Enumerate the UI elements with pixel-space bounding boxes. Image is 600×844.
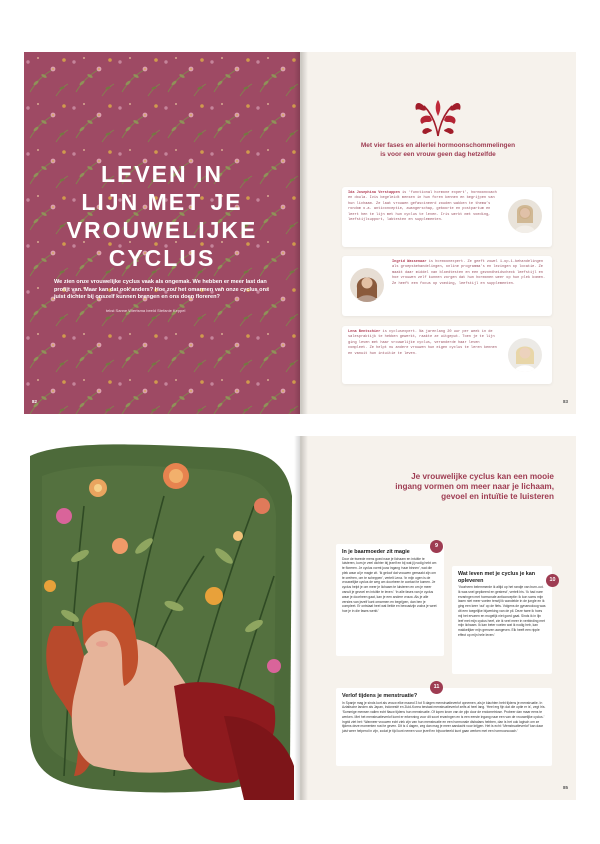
expert-photo	[508, 199, 542, 233]
box-title: In je baarmoeder zit magie	[342, 549, 410, 555]
page-number: 85	[562, 785, 568, 790]
expert-card	[342, 187, 552, 247]
article-title	[24, 160, 300, 272]
box-number-badge: 9	[430, 540, 443, 553]
section-heading: Met vier fases en allerlei hormoonschommelingen is voor een vrouw geen dag hetzelfde	[360, 142, 516, 158]
experts-page	[300, 52, 576, 414]
page-number: 83	[562, 399, 568, 404]
box-number-badge: 10	[546, 574, 559, 587]
box-body: Door de tweede mens goed naar je lichaam en intuïtie te luisteren, kom je veel dichter bij jezelf en bij wat jij nodig hebt om te floreren. Je cyclus vormt jouw ingang ‘naar binnen’, wat die plek waar al je magie zit. ‘Ik geloof dat vrouwen gemaakt zijn om te creëren, om te scheppen’, vertelt Lena. ‘In mijn ogen is de vrouwelijke cyclus de weg om doorheen te contact te komen. Je cyclus helpt je om meer je lichaam te luisteren en om je meer vanuit je gevoel en intuïtie te leven.’ ‘In alle fases van je cyclus waar je doorheen gaat, kan je een andere vrouw. Als je alle versies van jezelf kunt omarmen en begrijpen, dan ben je compleet. Er ontstaat heel wat liefde en bewustzijn zodra je weet hoe je in die fases werkt.’	[342, 556, 437, 614]
info-box-content	[452, 566, 552, 643]
expert-bio-block	[348, 191, 500, 223]
box-body: ‘Voorheen belemmerde ik altijd op het randje van burn-out. Ik was snel gepikeerd en gestrest’, vertelt Iris. ‘Ik had nare ervaringen met hormonale anticonceptie: ik kon soms mijn lasen niet meer voelen terwijl ik wandelde in de jungle en ik ging een keer ‘out’ op de fiets. Volgens de gynaecoloog was dit een toegelijke bijwerking van de pil. Deze twee ik hoes mij het ervaren en mogelijk niet goed gaat. Sinds ik in lijn leef met mijn cyclus heef, zie ik veel meer in verbinding met mijn lichaam. Ik kan beter voelen wat ik nodig heb, kan makkelijker mijn grenzen aangeven. Elk heeft een ripple effect op mijn hele leven.’	[458, 585, 546, 637]
expert-card	[342, 256, 552, 316]
intro-text: We zien onze vrouwelijke cyclus vaak als ongemak. We hebben er meer last dan profijt van. Maar kan dat ook anders? Hoe zou het omarmen van onze cyclus ons juist dichter bij onszelf kunnen brengen en ons doen floreren?	[54, 279, 270, 301]
info-box	[336, 544, 444, 656]
info-box-content	[336, 544, 444, 619]
expert-photo	[350, 268, 384, 302]
box-number-badge: 11	[430, 681, 443, 694]
expert-bio-block	[392, 260, 546, 287]
expert-name: Lena Bentschier	[348, 330, 381, 334]
page-number: 82	[32, 399, 38, 404]
box-body: In Spanje mag je sinds kort als vrouw elke maand 3 tot 5 dagen menstruatieverlof opnemen, als je klachten hebt tijdens je menstruatie. In Aziatische landen als Japan, Indonesië en Zuid-Korea bestaat menstruatieverlof zelfs al heel lang. ‘Heel erg fijn dat die optie er is’, zegt Iris. ‘Sommige mensen vallen echt flauw tijdens hun menstruatie. Of lopen krom van de pijn door de endometriose. Probeer dan maar eens te werken. Met het menstruatieverlof komt er erkenning voor dit soort ervaringen en is een eerste ingang naar een van de vrouwelijke cyclus.’ Ingrid ziet het: ‘Wanneer vrouwen echt ziek zijn van hun menstruatie en een hormonale disbalans hebben, dan is het ook logisch om ze tijdens deze momenten rust te geven. Dit is 4 dagen, zeg dan mag je meer aandacht voor krijgen. Het is echt: ‘Menstruatieverlof’ kan daar juist weer helpend in zijn, zodat je tijd kunt nemen voor jezelf en bijvoorbeeld kunt gaan werken met een hormooncoach.’	[342, 700, 546, 734]
cover-page	[24, 52, 300, 414]
title-line: CYCLUS	[108, 245, 216, 271]
magazine-spread-top	[24, 52, 576, 414]
expert-name: Ida Josephina Verstappen	[348, 191, 400, 195]
author-credit: tekst Sanne Wiertsma beeld Stefanie Keppel	[106, 308, 186, 313]
info-box-content	[336, 688, 552, 739]
expert-photo	[508, 338, 542, 372]
title-line: LEVEN IN	[100, 161, 224, 187]
expert-bio-block	[348, 330, 500, 357]
illustration-page	[24, 436, 300, 800]
expert-card	[342, 326, 552, 384]
box-title: Wat leven met je cyclus je kan opleveren	[458, 571, 536, 584]
expert-name: Ingrid Wassenaar	[392, 260, 427, 264]
red-leaves-illustration	[410, 94, 466, 138]
text-page	[300, 436, 576, 800]
magazine-spread-bottom	[24, 436, 576, 800]
expert-bio: is ‘functional hormone expert’, hormooncoach en doula. Ivis begeleidt mensen in hun foren kennen en begrijpen van hun lichaam. Ze laat vrouwen gefascineerd zouden wakken te thema’s rondom o.a. anticonceptie, zwangerschap, geboorte en postpartum en leert hen te lijn met hun cyclus te leven. Iris werkt met voeding, leefstijlsupport, labtesten en supplementen.	[348, 191, 497, 223]
expert-bio: is hormoonexpert. Ze geeft zowel 1-op-1-behandelingen als groepsbehandelingen, online programma’s en lezingen op locatie. Ze maakt daar middel van bloedtesten en een gezondheidscheck leefstijl en hoe vrouwen zelf kunnen zorgen dat hun hormonen weer op hun plek komen. Ze heeft een focus op voeding, leefstijl en supplementen.	[392, 260, 546, 286]
info-box	[336, 688, 552, 766]
info-box	[452, 566, 552, 674]
section-heading: Je vrouwelijke cyclus kan een mooie ingang vormen om meer naar je lichaam, gevoel en intuïtie te luisteren	[395, 472, 554, 502]
box-title: Verlof tijdens je menstruatie?	[342, 693, 418, 699]
expert-bio: is cyclusexpert. Na jarenlang 20 uur per week in de salespraktijk te hebben gewerkt, raakte ze uitgeput. Toen je te lijn ging leven met haar vrouwelijke cyclus, veranderde haar leven compleet. Ze helpt nu andere vrouwen hun eigen cyclus te leren kennen en vanuit hun intuïtie te leven.	[348, 330, 497, 356]
woman-in-flowers-illustration	[24, 436, 300, 800]
title-line: LIJN MET JE	[81, 189, 243, 215]
title-line: VROUWELIJKE	[66, 217, 258, 243]
